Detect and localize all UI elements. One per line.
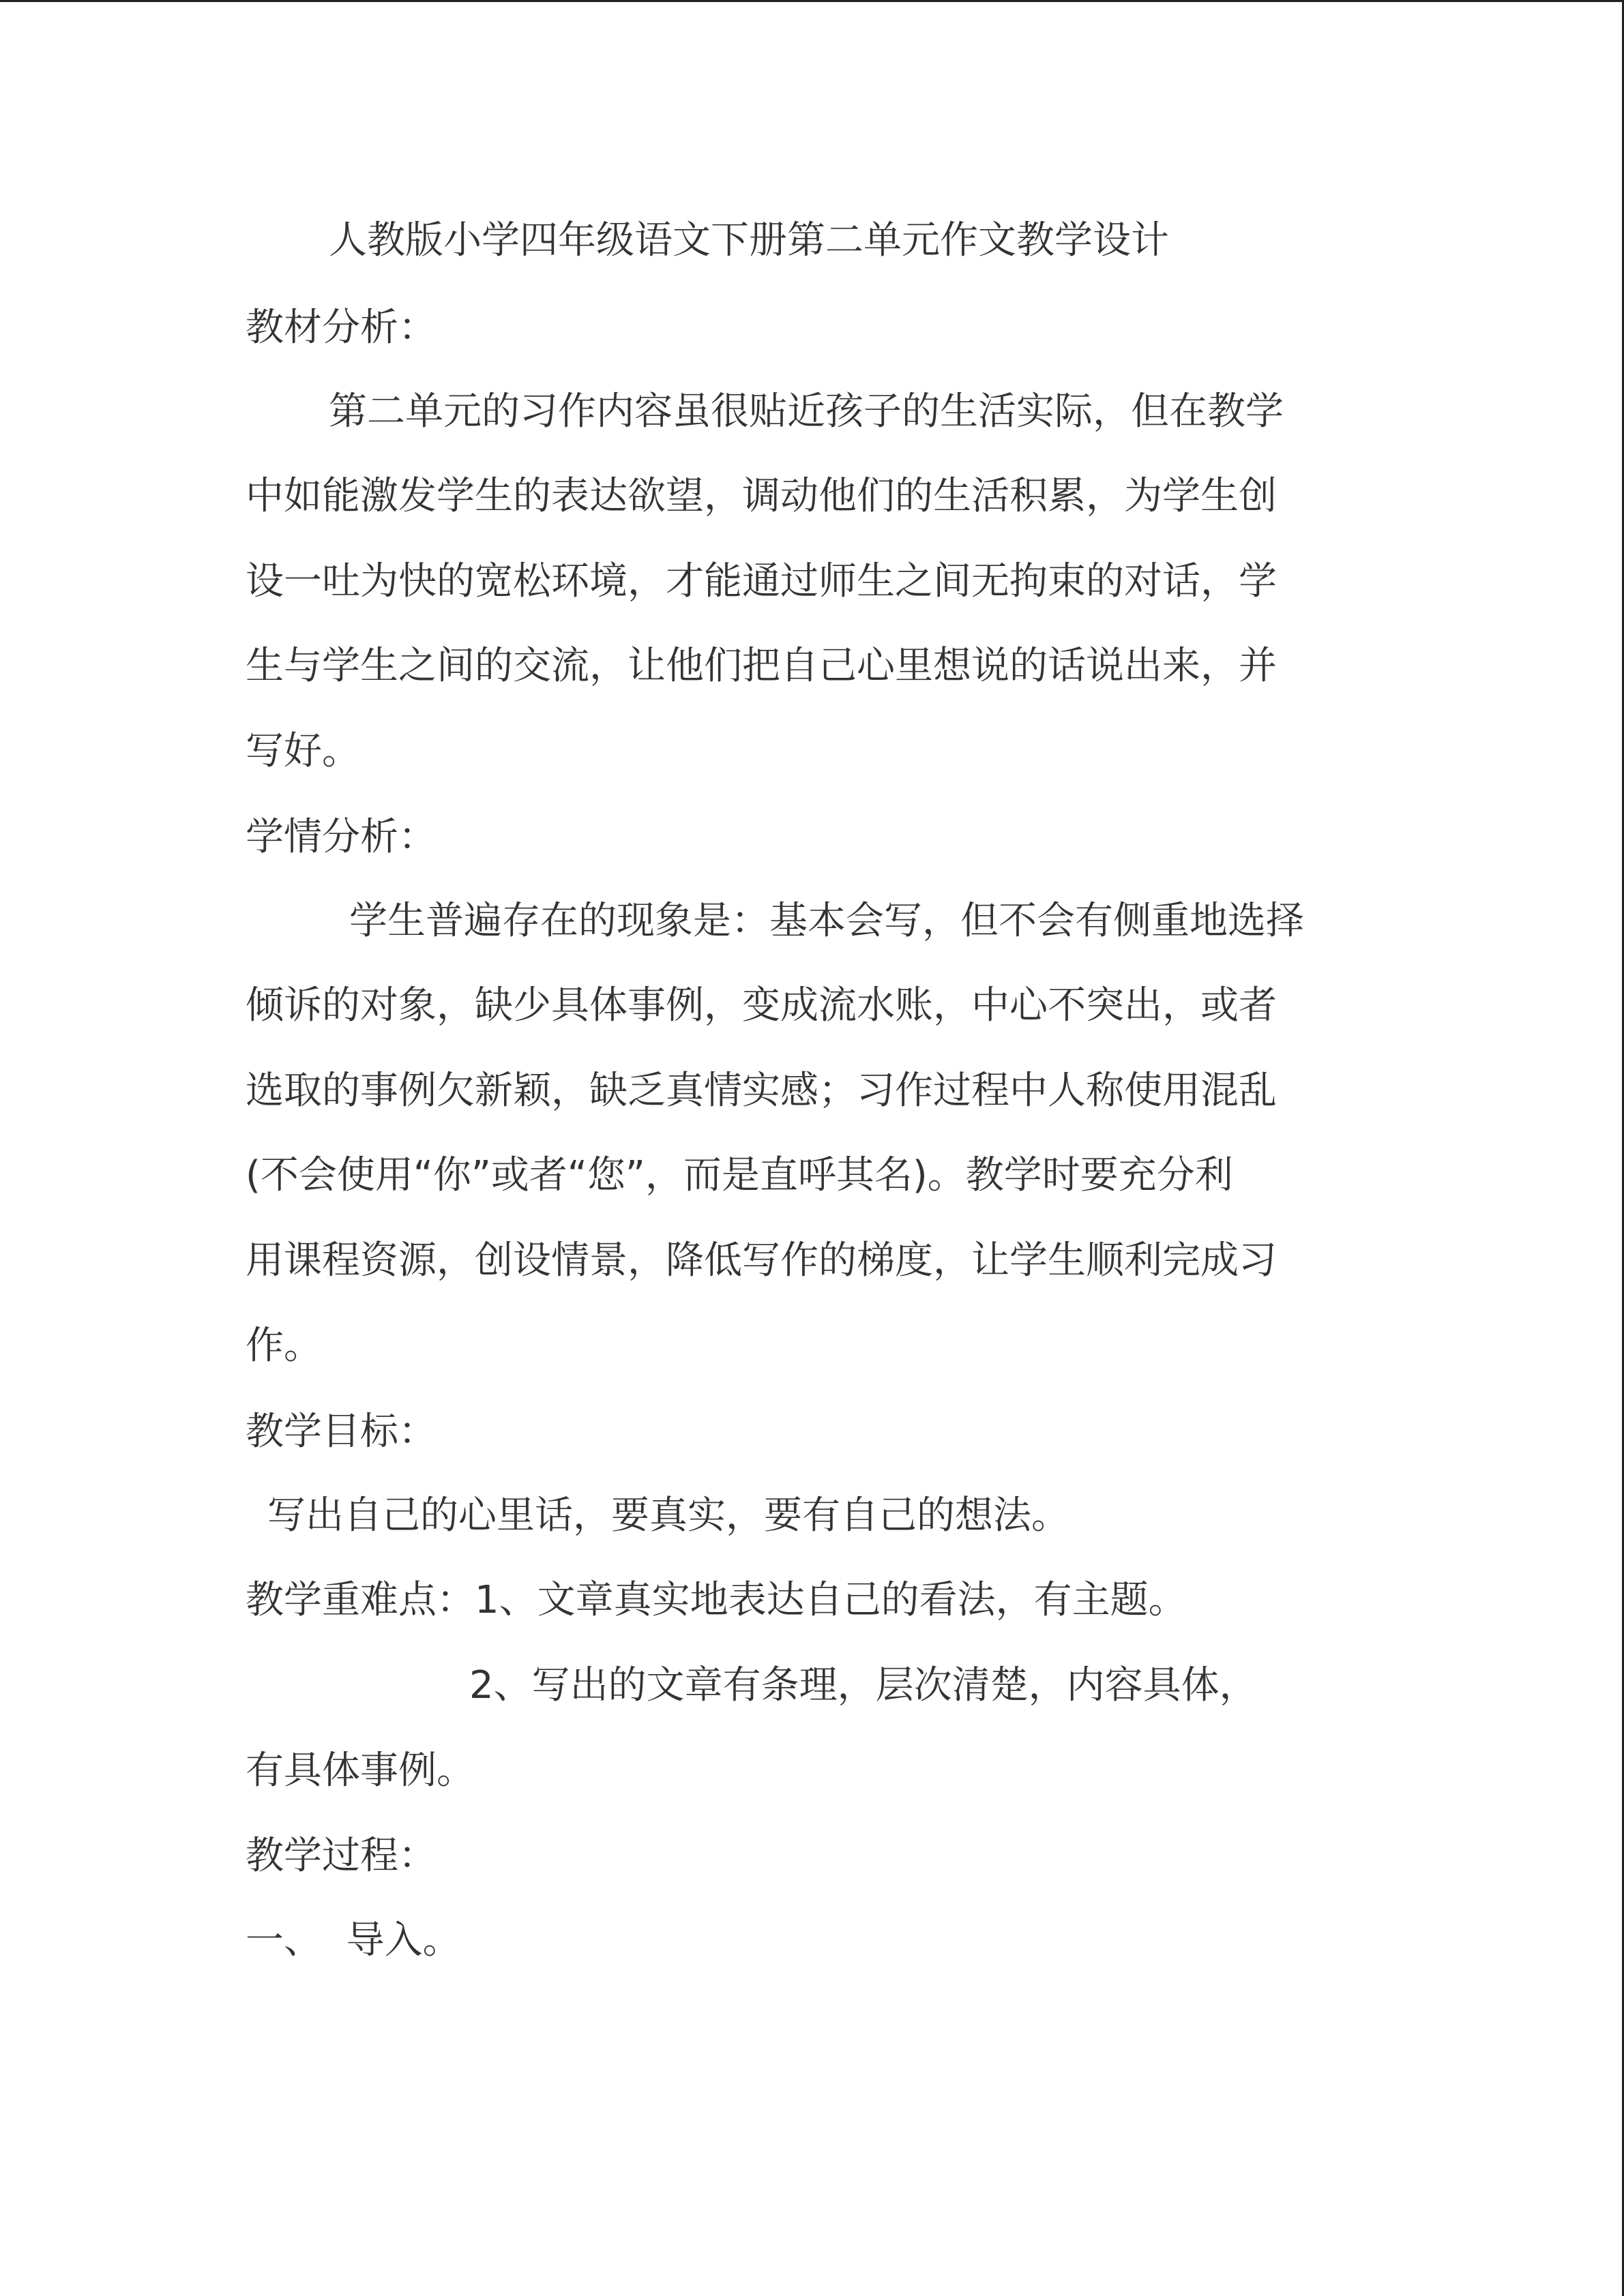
heading-key-points: 教学重难点：1、文章真实地表达自己的看法，有主题。	[246, 1578, 1187, 1622]
paragraph-line: 选取的事例欠新颖，缺乏真情实感；习作过程中人称使用混乱	[246, 1069, 1277, 1113]
paragraph-line: 2、写出的文章有条理，层次清楚，内容具体，	[469, 1663, 1258, 1708]
heading-teaching-goals: 教学目标：	[246, 1410, 437, 1454]
paragraph-line: 用课程资源，创设情景，降低写作的梯度，让学生顺利完成习	[246, 1238, 1277, 1283]
paragraph-line: 写出自己的心里话，要真实，要有自己的想法。	[267, 1493, 1069, 1538]
paragraph-line: 学生普遍存在的现象是：基本会写，但不会有侧重地选择	[349, 899, 1304, 943]
heading-teaching-process: 教学过程：	[246, 1834, 437, 1878]
document-title: 人教版小学四年级语文下册第二单元作文教学设计	[329, 218, 1169, 263]
paragraph-line: 倾诉的对象，缺少具体事例，变成流水账，中心不突出，或者	[246, 983, 1277, 1028]
paragraph-line: (不会使用“你”或者“您”，而是直呼其名)。教学时要充分利	[246, 1153, 1233, 1197]
heading-textbook-analysis: 教材分析：	[246, 305, 437, 350]
paragraph-line: 设一吐为快的宽松环境，才能通过师生之间无拘束的对话，学	[246, 559, 1277, 603]
paragraph-line: 写好。	[246, 729, 360, 773]
paragraph-line: 作。	[246, 1324, 322, 1368]
paragraph-line: 有具体事例。	[246, 1748, 475, 1793]
paragraph-line: 中如能激发学生的表达欲望，调动他们的生活积累，为学生创	[246, 474, 1277, 518]
heading-student-analysis: 学情分析：	[246, 815, 437, 859]
paragraph-line: 第二单元的习作内容虽很贴近孩子的生活实际，但在教学	[329, 389, 1284, 434]
paragraph-line: 生与学生之间的交流，让他们把自己心里想说的话说出来，并	[246, 644, 1277, 688]
list-item: 一、 导入。	[246, 1918, 461, 1963]
